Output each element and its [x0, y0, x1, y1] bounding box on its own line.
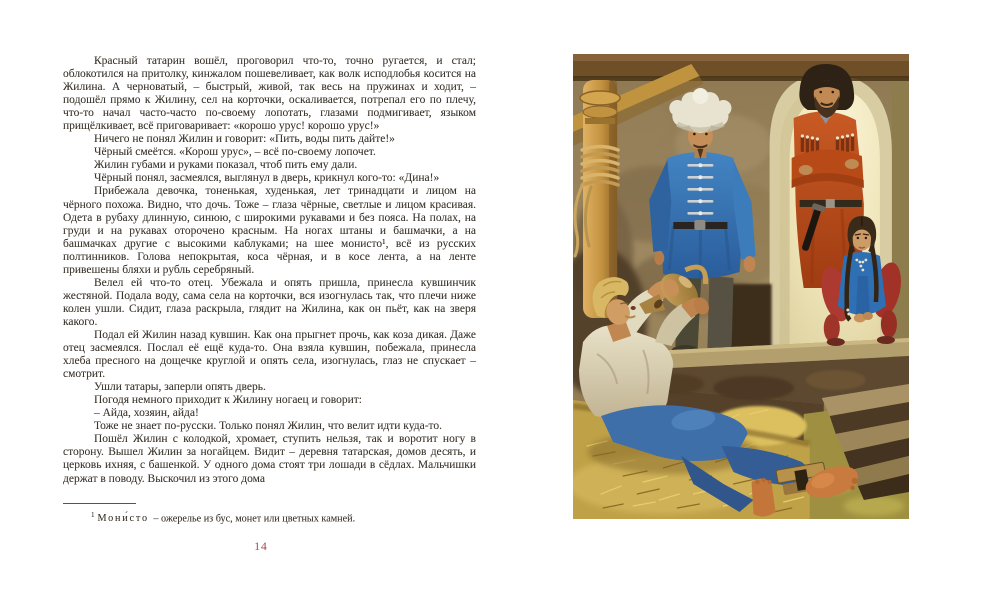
- paragraph: Подал ей Жилин назад кувшин. Как она прыгнет прочь, как коза дикая. Даже отец засмеялся. Послал её ещё куда-то. Она взяла кувшин, побежала, принесла хлеба пресного на дощечке круглой и опять села, изогнулась, глаз не спускает – смотрит.: [63, 328, 476, 381]
- footnote-term: Мони́сто: [97, 513, 149, 525]
- page-number: 14: [254, 540, 268, 553]
- paragraph: Чёрный понял, засмеялся, выглянул в дверь, крикнул кого-то: «Дина!»: [94, 172, 440, 185]
- paragraph: Пошёл Жилин с колодкой, хромает, ступить нельзя, так и воротит ногу в сторону. Вышел Жилин за ногайцем. Видит – деревня татарская, домов десять, и церковь ихняя, с башенкой. У одного дома стоят три лошади в сёдлах. Мальчишки держат в поводу. Выскочил из этого дома: [63, 433, 476, 485]
- footnote: [63, 503, 476, 525]
- red-man-head: [799, 64, 854, 118]
- paragraph: Красный татарин вошёл, проговорил что-то, точно ругается, и стал; облокотился на притолку, кинжалом пошевеливает, как волк исподлобья косится на Жилина. А черноватый, – быстрый, живой, так весь на пружинах и ходит, – подошёл прямо к Жилину, сел на корточки, оскаливается, потрепал его по плечу, что-то начал часто-часто по-своему лопотать, глазами подмигивает, языком прищёлкивает, всё приговаривает: «корошо урус! корошо урус!»: [63, 55, 476, 133]
- footnote-definition: – ожерелье из бус, монет или цветных камней.: [153, 513, 356, 525]
- paragraph: Жилин губами и руками показал, чтоб пить ему дали.: [94, 159, 358, 172]
- paragraph: Ушли татары, заперли опять дверь.: [94, 381, 266, 394]
- paragraph: Велел ей что-то отец. Убежала и опять пришла, принесла кувшинчик жестяной. Подала воду, сама села на корточки, вся изогнулась так, что плечи ниже колен ушли. Сидит, глаза раскрыла, глядит на Жилина, как он пьёт, как на зверя какого.: [63, 276, 476, 328]
- paragraph: Погодя немного приходит к Жилину ногаец и говорит:: [94, 394, 362, 407]
- paragraph: Чёрный смеётся. «Корош урус», – всё по-своему лопочет.: [94, 146, 376, 159]
- paragraph: Прибежала девочка, тоненькая, худенькая, лет тринадцати и лицом на чёрного похожа. Видно, что дочь. Тоже – глаза чёрные, светлые и лицом красивая. Одета в рубаху длинную, синюю, с широкими рукавами и без пояса. На полах, на груди и на рукавах оторочено красным. На ногах штаны и башмачки, а на башмачках другие с высокими каблуками; на шее монисто¹, всё из русских полтинников. Голова непокрытая, коса чёрная, и в косе лента, а на ленте привешены бляхи и рубль серебряный.: [63, 185, 476, 276]
- footnote-rule: [63, 503, 136, 504]
- paragraph: Ничего не понял Жилин и говорит: «Пить, воды пить дайте!»: [94, 133, 395, 146]
- illustration: [573, 54, 909, 519]
- paragraph: – Айда, хозяин, айда!: [94, 407, 199, 420]
- body-text: [63, 55, 476, 486]
- paragraph: Тоже не знает по-русски. Только понял Жилин, что велит идти куда-то.: [94, 420, 443, 433]
- footnote-marker: 1: [91, 511, 95, 519]
- footnote-text: [63, 509, 476, 525]
